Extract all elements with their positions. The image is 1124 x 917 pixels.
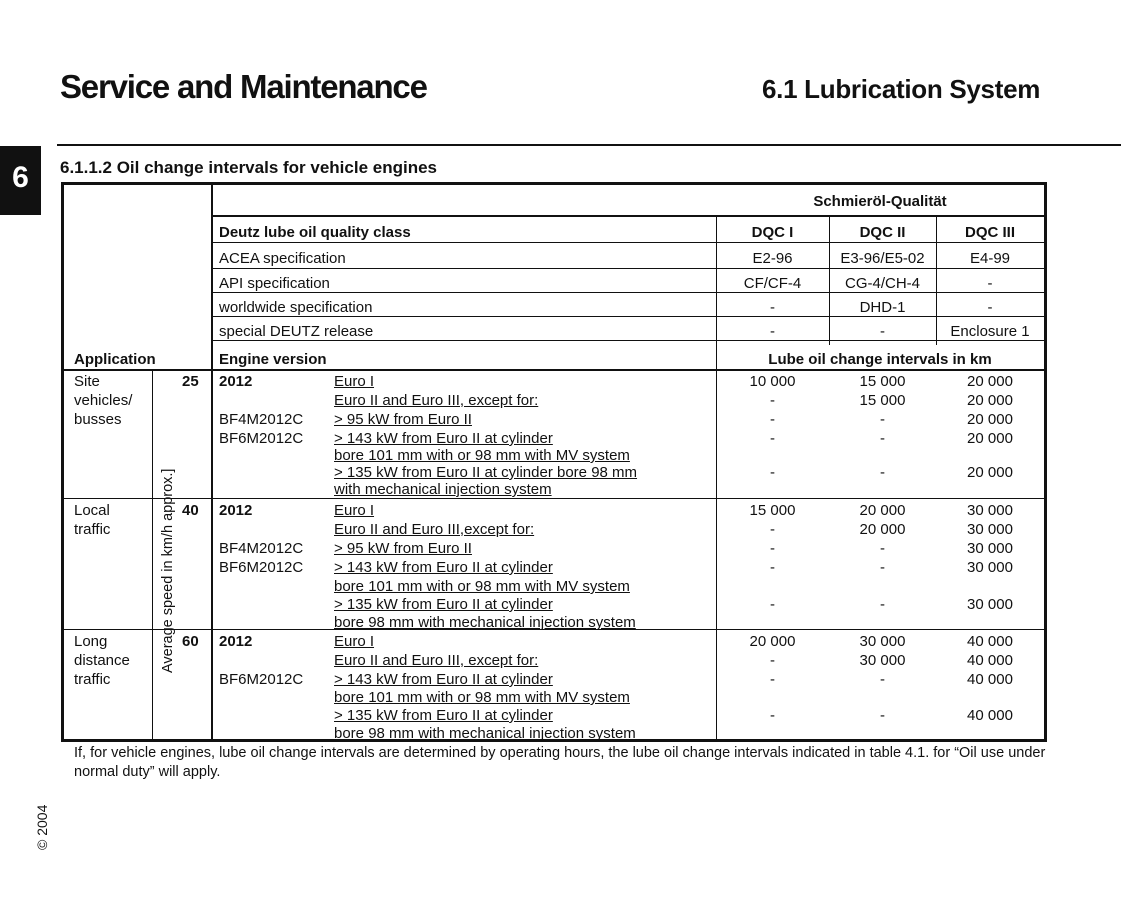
condition: bore 101 mm with or 98 mm with MV system — [334, 578, 630, 595]
spec-rule-2 — [211, 292, 1044, 293]
spec-dqc3: Enclosure 1 — [950, 323, 1030, 340]
condition: > 95 kW from Euro II — [334, 411, 472, 428]
interval-dqc1: - — [770, 707, 775, 724]
interval-dqc2: 15 000 — [859, 392, 906, 409]
col-divider-speed — [152, 371, 153, 740]
engine-version: BF6M2012C — [219, 559, 304, 576]
interval-dqc1: - — [770, 540, 775, 557]
interval-dqc2: - — [880, 464, 885, 481]
condition: > 143 kW from Euro II at cylinder — [334, 559, 553, 576]
interval-dqc2: - — [880, 411, 885, 428]
group-rule-1 — [64, 498, 1044, 499]
interval-dqc1: 15 000 — [749, 502, 796, 519]
chapter-tab: 6 — [0, 146, 41, 215]
spec-dqc2: CG-4/CH-4 — [844, 275, 920, 292]
condition: > 95 kW from Euro II — [334, 540, 472, 557]
engine-version: BF4M2012C — [219, 411, 304, 428]
copyright: © 2004 — [34, 804, 50, 850]
spec-dqc3: - — [987, 275, 993, 292]
spec-rule-0 — [211, 242, 1044, 243]
spec-dqc3: DQC III — [964, 224, 1015, 241]
group-header: Schmieröl-Qualität — [813, 193, 947, 210]
interval-dqc1: - — [770, 464, 775, 481]
engine-version: BF6M2012C — [219, 430, 304, 447]
application-label: distance — [74, 652, 130, 669]
interval-dqc3: 40 000 — [967, 707, 1013, 724]
spec-dqc1: - — [770, 299, 775, 316]
spec-dqc2: DQC II — [859, 224, 906, 241]
engine-version: BF4M2012C — [219, 540, 304, 557]
interval-dqc3: 20 000 — [967, 430, 1013, 447]
interval-dqc2: 15 000 — [859, 373, 906, 390]
application-label: Site — [74, 373, 100, 390]
col-header-intervals: Lube oil change intervals in km — [768, 351, 992, 368]
interval-dqc1: - — [770, 671, 775, 688]
engine-version: 2012 — [219, 502, 253, 519]
col-header-application: Application — [74, 351, 156, 368]
spec-label: ACEA specification — [219, 250, 346, 267]
interval-dqc2: 30 000 — [859, 652, 906, 669]
spec-label: worldwide specification — [219, 299, 373, 316]
spec-dqc2: E3-96/E5-02 — [840, 250, 925, 267]
interval-dqc2: - — [880, 707, 885, 724]
application-label: busses — [74, 411, 122, 428]
interval-dqc3: 30 000 — [967, 502, 1013, 519]
interval-dqc2: 30 000 — [859, 633, 906, 650]
speed-axis-label: Average speed in km/h approx.] — [160, 468, 176, 673]
interval-dqc3: 30 000 — [967, 540, 1013, 557]
speed-value: 60 — [182, 633, 199, 650]
interval-dqc1: - — [770, 392, 775, 409]
application-label: traffic — [74, 671, 111, 688]
interval-dqc2: 20 000 — [859, 502, 906, 519]
condition: Euro I — [334, 633, 375, 650]
condition: Euro I — [334, 373, 375, 390]
spec-rule-3 — [211, 316, 1044, 317]
header-divider — [57, 144, 1121, 146]
application-label: traffic — [74, 521, 111, 538]
speed-value: 25 — [182, 373, 199, 390]
interval-dqc3: 30 000 — [967, 596, 1013, 613]
speed-value: 40 — [182, 502, 199, 519]
condition: Euro II and Euro III,except for: — [334, 521, 535, 538]
spec-dqc1: E2-96 — [752, 250, 793, 267]
interval-dqc2: - — [880, 559, 885, 576]
interval-dqc3: 20 000 — [967, 411, 1013, 428]
condition: bore 101 mm with or 98 mm with MV system — [334, 447, 630, 464]
interval-dqc1: - — [770, 521, 775, 538]
condition: Euro II and Euro III, except for: — [334, 652, 539, 669]
interval-dqc1: - — [770, 430, 775, 447]
engine-version: 2012 — [219, 373, 253, 390]
condition: > 143 kW from Euro II at cylinder — [334, 671, 553, 688]
condition: Euro I — [334, 502, 375, 519]
application-label: Local — [74, 502, 110, 519]
header-rule — [211, 215, 1044, 217]
spec-dqc2: DHD-1 — [859, 299, 906, 316]
condition: bore 101 mm with or 98 mm with MV system — [334, 689, 630, 706]
interval-dqc1: - — [770, 411, 775, 428]
interval-dqc3: 40 000 — [967, 633, 1013, 650]
condition: Euro II and Euro III, except for: — [334, 392, 539, 409]
col-header-engine-version: Engine version — [219, 351, 327, 368]
subsection-title: 6.1.1.2 Oil change intervals for vehicle engines — [60, 158, 437, 177]
interval-dqc3: 20 000 — [967, 373, 1013, 390]
spec-rule-4 — [211, 340, 1044, 341]
interval-dqc3: 40 000 — [967, 671, 1013, 688]
oil-change-table — [61, 182, 1047, 742]
condition: bore 98 mm with mechanical injection system — [334, 614, 636, 631]
interval-dqc2: - — [880, 671, 885, 688]
interval-dqc2: 20 000 — [859, 521, 906, 538]
application-label: Long — [74, 633, 108, 650]
interval-dqc2: - — [880, 596, 885, 613]
interval-dqc3: 30 000 — [967, 559, 1013, 576]
spec-dqc3: E4-99 — [969, 250, 1011, 267]
interval-dqc1: - — [770, 559, 775, 576]
footnote: If, for vehicle engines, lube oil change intervals are determined by operating hours, the lube oil change intervals indicated in table 4.1. for “Oil use under normal duty” will apply. — [74, 745, 1046, 780]
interval-dqc3: 40 000 — [967, 652, 1013, 669]
interval-dqc1: 10 000 — [749, 373, 796, 390]
interval-dqc2: - — [880, 540, 885, 557]
spec-dqc2: - — [880, 323, 885, 340]
condition: > 135 kW from Euro II at cylinder bore 98 mm — [334, 464, 638, 481]
interval-dqc3: 30 000 — [967, 521, 1013, 538]
section-title: 6.1 Lubrication System — [762, 74, 1041, 104]
interval-dqc1: - — [770, 596, 775, 613]
condition: > 143 kW from Euro II at cylinder — [334, 430, 553, 447]
spec-dqc1: DQC I — [751, 224, 794, 241]
page-title: Service and Maintenance — [60, 68, 427, 105]
spec-dqc1: - — [770, 323, 775, 340]
application-label: vehicles/ — [74, 392, 133, 409]
spec-dqc1: CF/CF-4 — [743, 275, 802, 292]
interval-dqc1: 20 000 — [749, 633, 796, 650]
column-header-rule — [64, 369, 1044, 371]
spec-dqc3: - — [987, 299, 993, 316]
condition: > 135 kW from Euro II at cylinder — [334, 707, 553, 724]
spec-label: special DEUTZ release — [219, 323, 374, 340]
spec-label: Deutz lube oil quality class — [219, 224, 411, 241]
condition: bore 98 mm with mechanical injection system — [334, 725, 636, 742]
engine-version: BF6M2012C — [219, 671, 304, 688]
spec-rule-1 — [211, 268, 1044, 269]
interval-dqc3: 20 000 — [967, 392, 1013, 409]
condition: with mechanical injection system — [334, 481, 552, 498]
interval-dqc2: - — [880, 430, 885, 447]
interval-dqc3: 20 000 — [967, 464, 1013, 481]
condition: > 135 kW from Euro II at cylinder — [334, 596, 553, 613]
engine-version: 2012 — [219, 633, 253, 650]
interval-dqc1: - — [770, 652, 775, 669]
spec-label: API specification — [219, 275, 330, 292]
